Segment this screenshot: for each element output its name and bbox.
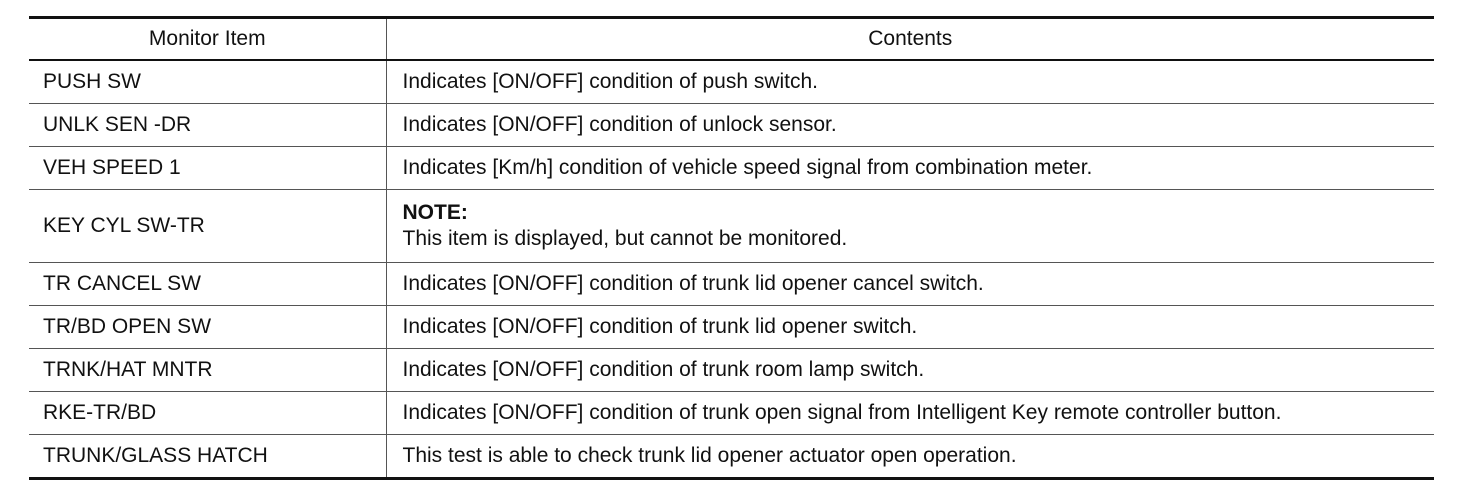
note-label: NOTE: xyxy=(402,201,468,224)
monitor-item-cell: KEY CYL SW-TR xyxy=(29,190,386,263)
table-row xyxy=(29,190,1434,263)
monitor-item-table xyxy=(29,16,1434,480)
monitor-item-cell: PUSH SW xyxy=(29,60,386,104)
contents-cell: Indicates [ON/OFF] condition of trunk lid opener cancel switch. xyxy=(386,263,1434,306)
monitor-item-cell: TR CANCEL SW xyxy=(29,263,386,306)
contents-cell: Indicates [ON/OFF] condition of trunk room lamp switch. xyxy=(386,349,1434,392)
table-row xyxy=(29,147,1434,190)
monitor-item-cell: RKE-TR/BD xyxy=(29,392,386,435)
table-row xyxy=(29,392,1434,435)
contents-cell: This test is able to check trunk lid opener actuator open operation. xyxy=(386,435,1434,479)
header-contents: Contents xyxy=(386,18,1434,61)
monitor-item-cell: VEH SPEED 1 xyxy=(29,147,386,190)
contents-cell xyxy=(386,190,1434,263)
table-body xyxy=(29,60,1434,479)
table-row xyxy=(29,60,1434,104)
note-text: This item is displayed, but cannot be monitored. xyxy=(402,227,848,250)
table-row xyxy=(29,263,1434,306)
header-row xyxy=(29,18,1434,61)
contents-cell: Indicates [Km/h] condition of vehicle speed signal from combination meter. xyxy=(386,147,1434,190)
monitor-item-cell: TRUNK/GLASS HATCH xyxy=(29,435,386,479)
table-row xyxy=(29,435,1434,479)
contents-cell: Indicates [ON/OFF] condition of push switch. xyxy=(386,60,1434,104)
table-row xyxy=(29,104,1434,147)
contents-cell: Indicates [ON/OFF] condition of unlock sensor. xyxy=(386,104,1434,147)
monitor-item-cell: TRNK/HAT MNTR xyxy=(29,349,386,392)
monitor-item-table-container xyxy=(29,16,1434,480)
header-monitor-item: Monitor Item xyxy=(29,18,386,61)
monitor-item-cell: UNLK SEN -DR xyxy=(29,104,386,147)
contents-cell: Indicates [ON/OFF] condition of trunk open signal from Intelligent Key remote controller button. xyxy=(386,392,1434,435)
table-row xyxy=(29,306,1434,349)
monitor-item-cell: TR/BD OPEN SW xyxy=(29,306,386,349)
table-row xyxy=(29,349,1434,392)
table-header xyxy=(29,18,1434,61)
contents-cell: Indicates [ON/OFF] condition of trunk lid opener switch. xyxy=(386,306,1434,349)
